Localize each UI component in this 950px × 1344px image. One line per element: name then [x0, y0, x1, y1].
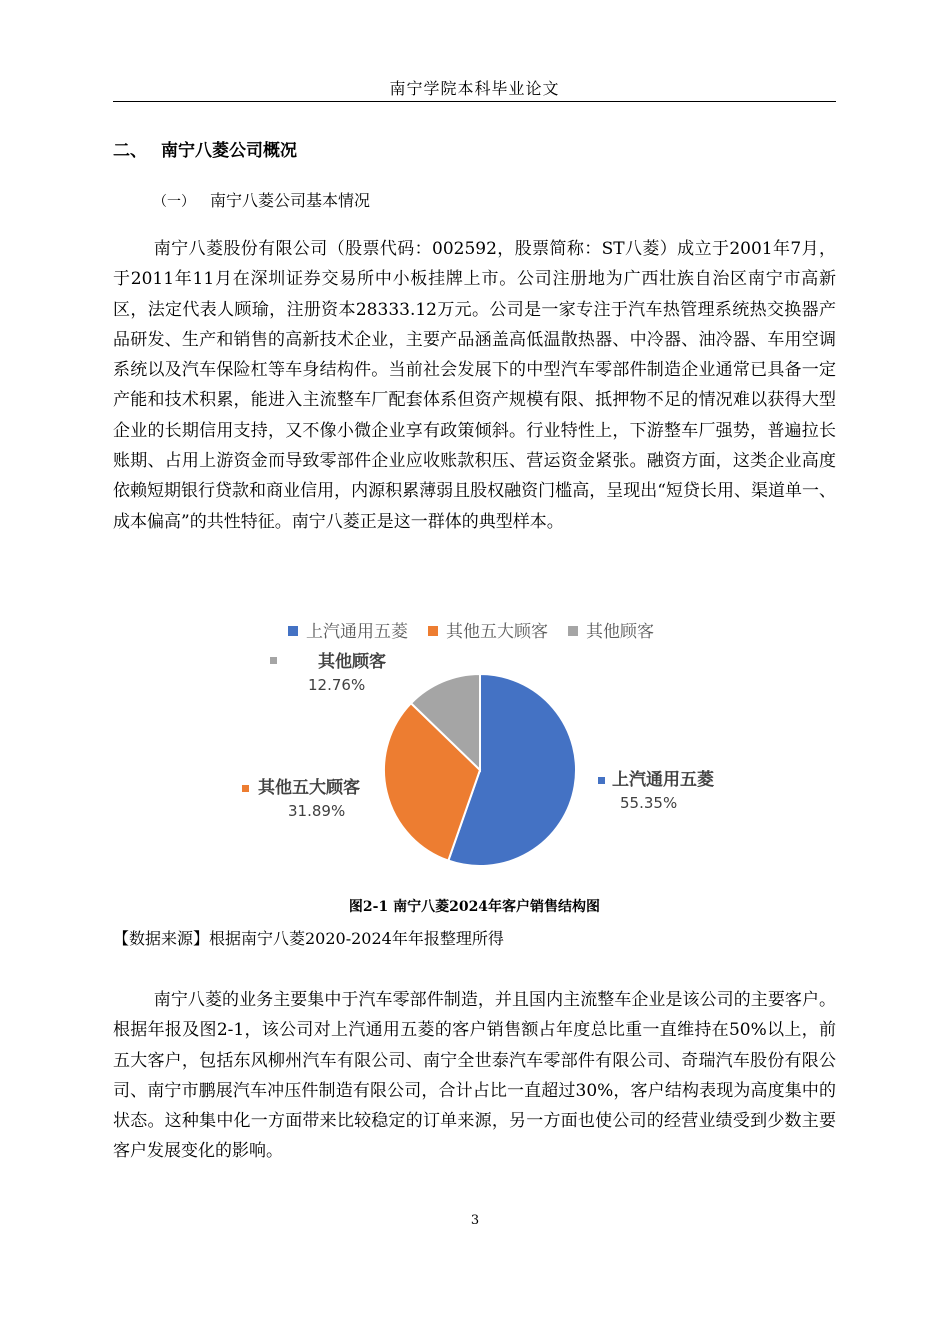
data-label-value: 55.35% — [620, 794, 678, 812]
body-paragraph-customer-structure: 南宁八菱的业务主要集中于汽车零部件制造，并且国内主流整车企业是该公司的主要客户。根据年报及图2-1，该公司对上汽通用五菱的客户销售额占年度总比重一直维持在50%以上，前五大客户，包括东风柳州汽车有限公司、南宁全世泰汽车零部件有限公司、奇瑞汽车股份有限公司、南宁市鹏展汽车冲压件制造有限公司，合计占比一直超过30%，客户结构表现为高度集中的状态。这种集中化一方面带来比较稳定的订单来源，另一方面也使公司的经营业绩受到少数主要客户发展变化的影响。 — [113, 990, 836, 1162]
data-label-swatch — [270, 657, 277, 664]
data-label-swatch — [598, 777, 605, 784]
data-label-name: 其他顾客 — [318, 652, 386, 672]
header-rule — [113, 101, 836, 102]
data-label-swatch — [242, 785, 249, 792]
subsection-title: 南宁八菱公司基本情况 — [210, 191, 371, 210]
data-label-name: 上汽通用五菱 — [612, 770, 714, 790]
data-label-value: 31.89% — [288, 802, 346, 820]
data-label-name: 其他五大顾客 — [258, 778, 360, 798]
legend-swatch — [288, 626, 298, 636]
data-source-note: 【数据来源】根据南宁八菱2020-2024年年报整理所得 — [113, 929, 504, 948]
legend-swatch — [568, 626, 578, 636]
subsection-number: （一） — [153, 194, 195, 210]
running-header: 南宁学院本科毕业论文 — [389, 79, 560, 98]
pie-chart-svg — [200, 610, 760, 882]
page-number: 3 — [470, 1213, 480, 1228]
data-label-value: 12.76% — [308, 676, 366, 694]
legend-label: 其他顾客 — [586, 622, 654, 642]
section-heading — [113, 136, 297, 161]
legend-swatch — [428, 626, 438, 636]
customer-sales-pie-chart — [200, 610, 760, 882]
figure-caption: 图2-1 南宁八菱2024年客户销售结构图 — [348, 899, 601, 915]
section-number: 二、 — [113, 141, 147, 161]
legend-label: 上汽通用五菱 — [306, 622, 408, 642]
subsection-heading — [153, 188, 370, 211]
section-title: 南宁八菱公司概况 — [161, 141, 297, 161]
body-paragraph-company-overview: 南宁八菱股份有限公司（股票代码：002592，股票简称：ST八菱）成立于2001年7月，于2011年11月在深圳证券交易所中小板挂牌上市。公司注册地为广西壮族自治区南宁市高新区，法定代表人顾瑜，注册资本28333.12万元。公司是一家专注于汽车热管理系统热交换器产品研发、生产和销售的高新技术企业，主要产品涵盖高低温散热器、中冷器、油冷器、车用空调系统以及汽车保险杠等车身结构件。当前社会发展下的中型汽车零部件制造企业通常已具备一定产能和技术积累，能进入主流整车厂配套体系但资产规模有限、抵押物不足的情况难以获得大型企业的长期信用支持，又不像小微企业享有政策倾斜。行业特性上，下游整车厂强势，普遍拉长账期、占用上游资金而导致零部件企业应收账款积压、营运资金紧张。融资方面，这类企业高度依赖短期银行贷款和商业信用，内源积累薄弱且股权融资门槛高，呈现出“短贷长用、渠道单一、成本偏高”的共性特征。南宁八菱正是这一群体的典型样本。 — [113, 239, 836, 532]
legend-label: 其他五大顾客 — [446, 622, 548, 642]
